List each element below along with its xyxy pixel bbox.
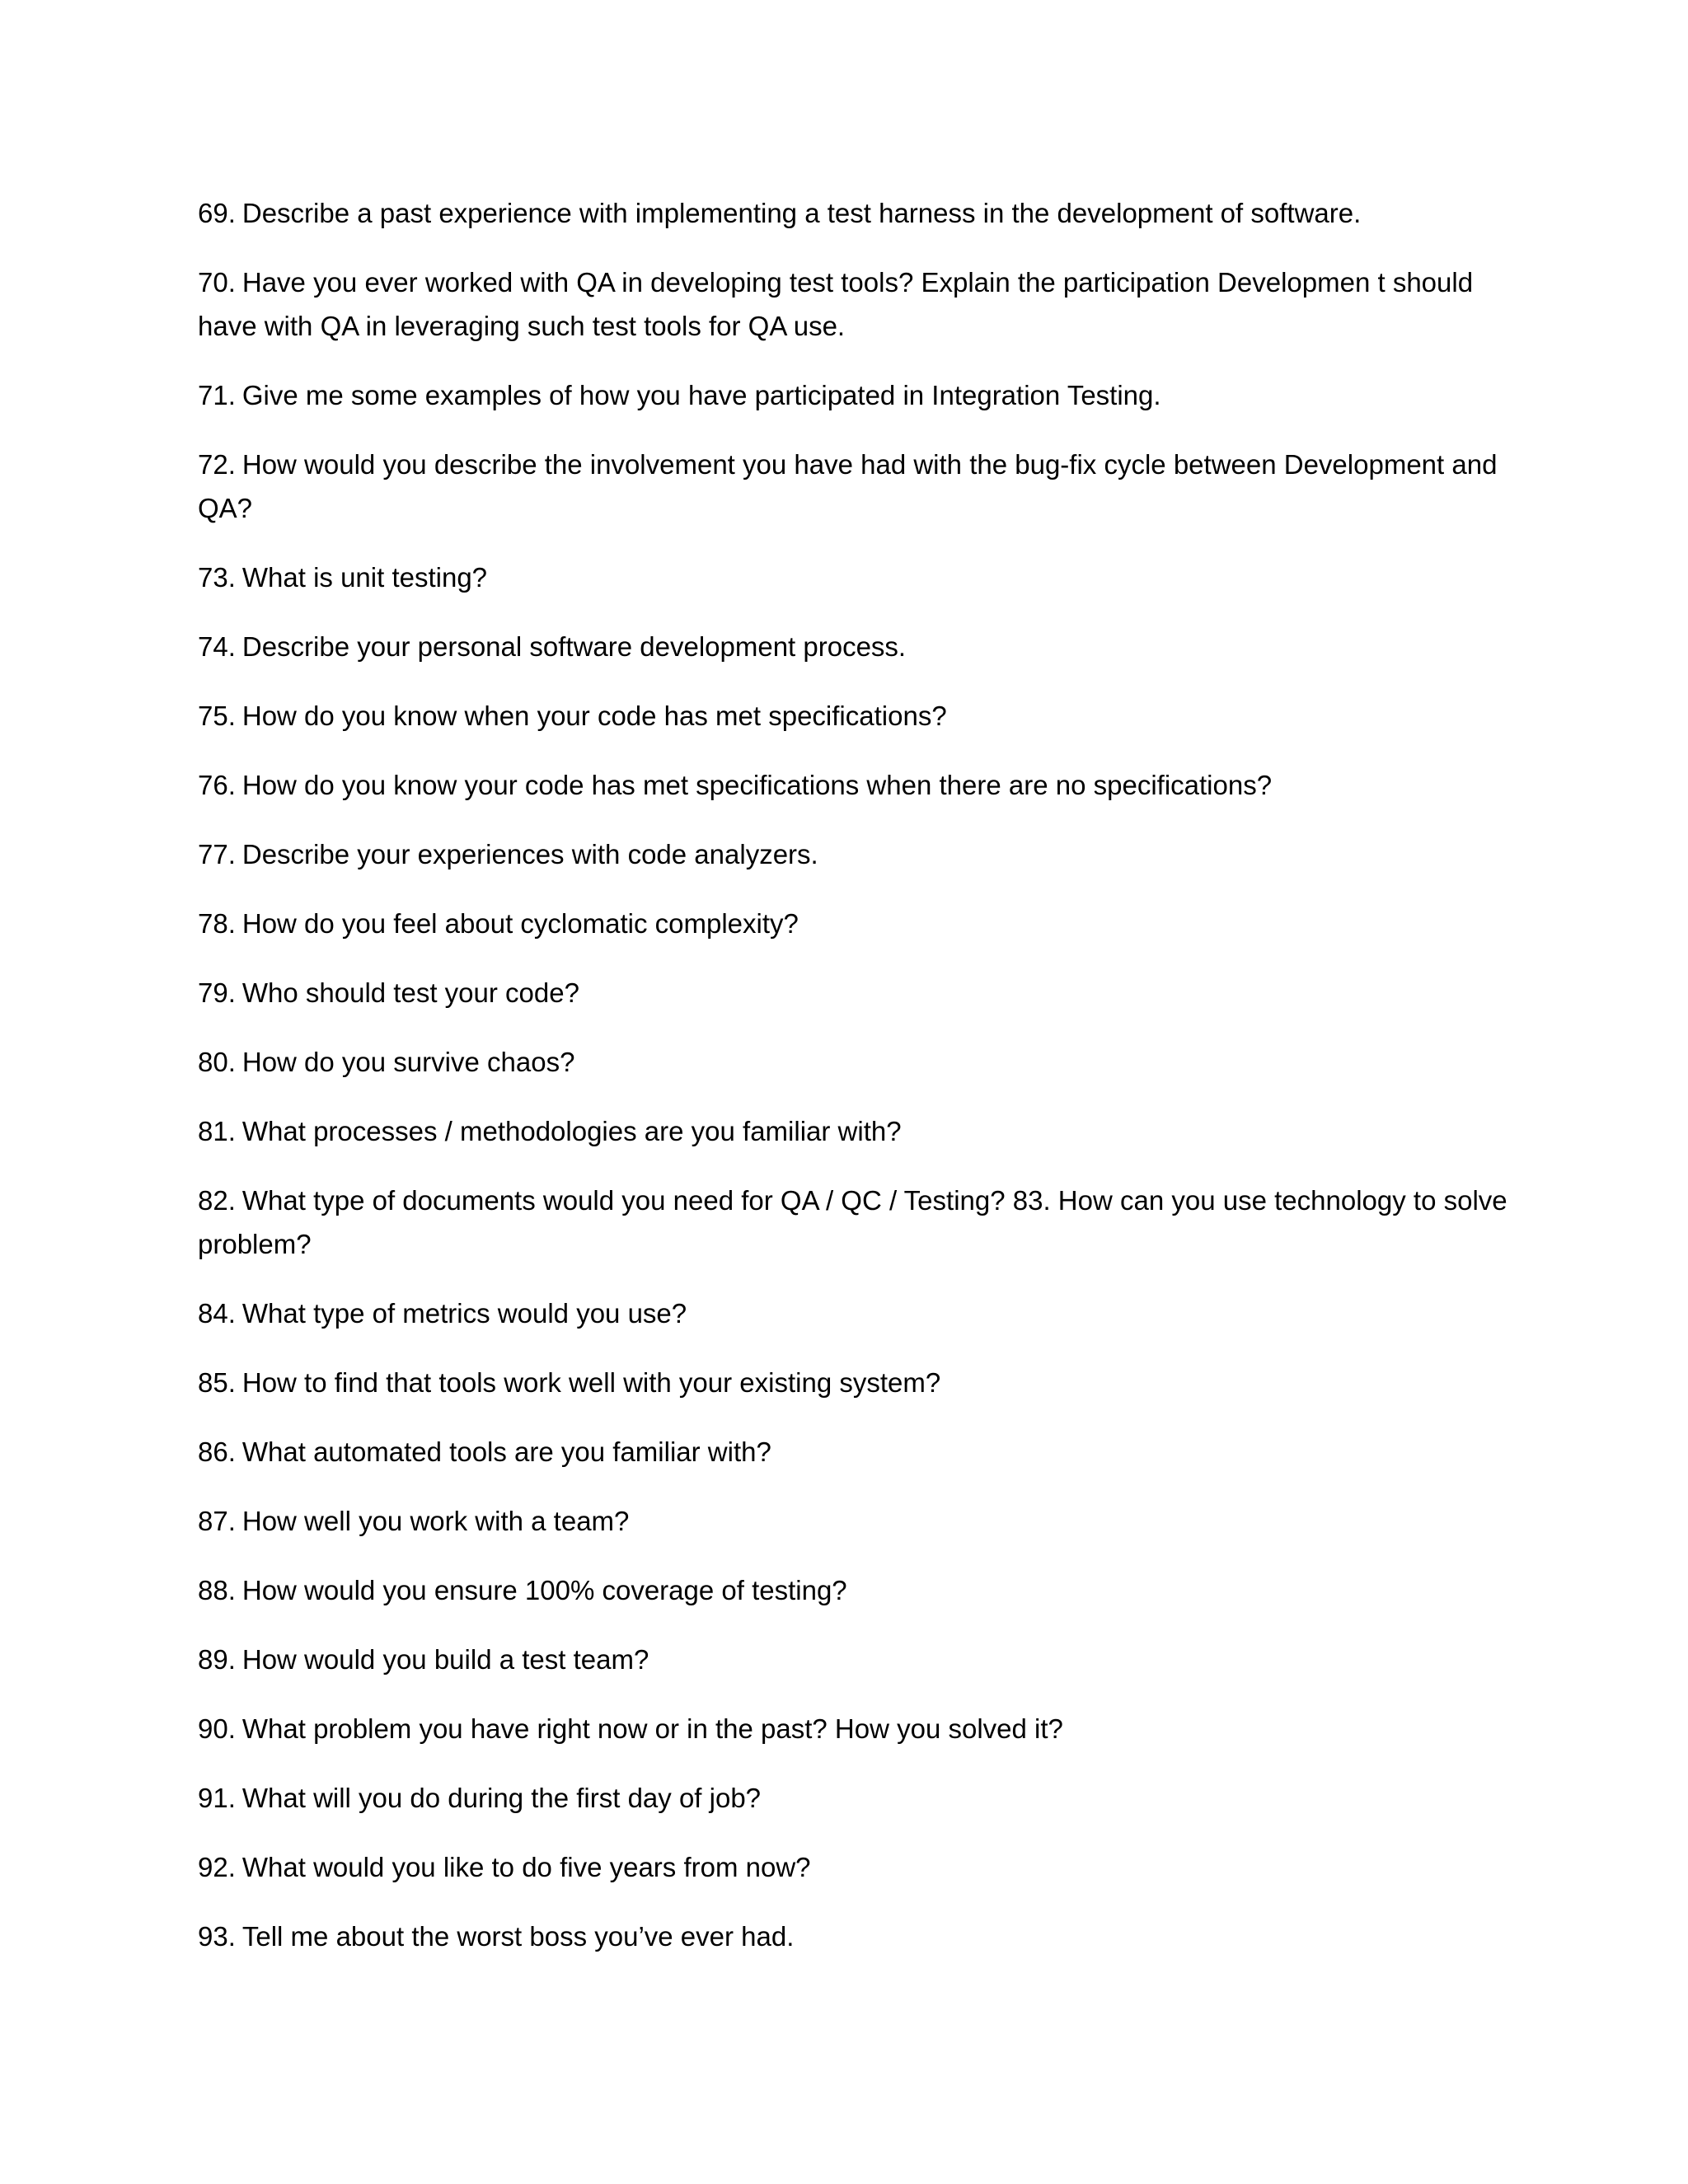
question-text: What problem you have right now or in the past? How you solved it?	[241, 1713, 1063, 1744]
question-number: 93.	[198, 1921, 236, 1952]
question-number: 76.	[198, 770, 236, 800]
question-number: 87.	[198, 1506, 236, 1536]
question-text: How would you ensure 100% coverage of testing?	[241, 1575, 847, 1605]
question-text: What would you like to do five years from now?	[241, 1852, 811, 1882]
question-item	[198, 694, 1508, 738]
question-item	[198, 1361, 1508, 1404]
question-text: What type of documents would you need for QA / QC / Testing? 83. How can you use technology to solve problem?	[198, 1185, 1507, 1259]
question-item	[198, 1776, 1508, 1820]
question-text: How would you describe the involvement you have had with the bug-fix cycle between Development and QA?	[198, 449, 1498, 523]
question-item	[198, 1915, 1508, 1958]
question-item	[198, 555, 1508, 599]
question-number: 86.	[198, 1436, 236, 1467]
question-item	[198, 1638, 1508, 1681]
question-number: 89.	[198, 1644, 236, 1675]
question-item	[198, 1499, 1508, 1543]
question-item	[198, 1845, 1508, 1889]
question-number: 84.	[198, 1298, 236, 1329]
question-number: 69.	[198, 198, 236, 228]
question-number: 74.	[198, 631, 236, 662]
question-text: What is unit testing?	[241, 562, 488, 593]
question-number: 78.	[198, 908, 236, 939]
question-item	[198, 1430, 1508, 1474]
question-number: 79.	[198, 977, 236, 1008]
question-item	[198, 763, 1508, 807]
question-list	[198, 191, 1508, 1984]
question-item	[198, 191, 1508, 235]
question-text: What processes / methodologies are you familiar with?	[241, 1116, 902, 1146]
question-text: Describe your experiences with code analyzers.	[241, 839, 818, 869]
question-text: How would you build a test team?	[241, 1644, 649, 1675]
question-text: What automated tools are you familiar with?	[241, 1436, 771, 1467]
question-text: Tell me about the worst boss you’ve ever had.	[241, 1921, 795, 1952]
question-item	[198, 625, 1508, 668]
question-number: 71.	[198, 380, 236, 410]
question-item	[198, 902, 1508, 945]
question-number: 81.	[198, 1116, 236, 1146]
question-number: 77.	[198, 839, 236, 869]
question-number: 80.	[198, 1047, 236, 1077]
question-item	[198, 1109, 1508, 1153]
question-item	[198, 443, 1508, 530]
question-item	[198, 1040, 1508, 1084]
question-number: 92.	[198, 1852, 236, 1882]
question-text: What type of metrics would you use?	[241, 1298, 687, 1329]
question-number: 90.	[198, 1713, 236, 1744]
question-item	[198, 1568, 1508, 1612]
question-number: 85.	[198, 1367, 236, 1398]
question-number: 82.	[198, 1185, 236, 1216]
question-text: How do you feel about cyclomatic complexity?	[241, 908, 799, 939]
question-text: How do you survive chaos?	[241, 1047, 575, 1077]
question-number: 75.	[198, 701, 236, 731]
question-text: Describe your personal software development process.	[241, 631, 907, 662]
question-item	[198, 373, 1508, 417]
question-item	[198, 260, 1508, 348]
question-number: 88.	[198, 1575, 236, 1605]
question-text: What will you do during the first day of job?	[241, 1783, 762, 1813]
question-item	[198, 1707, 1508, 1750]
question-number: 70.	[198, 267, 236, 298]
question-number: 91.	[198, 1783, 236, 1813]
question-item	[198, 832, 1508, 876]
question-text: How well you work with a team?	[241, 1506, 630, 1536]
question-item	[198, 971, 1508, 1015]
question-item	[198, 1179, 1508, 1266]
question-number: 72.	[198, 449, 236, 480]
question-text: How do you know when your code has met specifications?	[241, 701, 947, 731]
question-text: Have you ever worked with QA in developing test tools? Explain the participation Developmen t should have with QA in leveraging such test tools for QA use.	[198, 267, 1474, 341]
question-text: How to find that tools work well with your existing system?	[241, 1367, 941, 1398]
question-number: 73.	[198, 562, 236, 593]
question-text: How do you know your code has met specifications when there are no specifications?	[241, 770, 1273, 800]
question-text: Describe a past experience with implementing a test harness in the development of software.	[241, 198, 1362, 228]
question-text: Who should test your code?	[241, 977, 579, 1008]
question-text: Give me some examples of how you have participated in Integration Testing.	[241, 380, 1161, 410]
question-item	[198, 1291, 1508, 1335]
